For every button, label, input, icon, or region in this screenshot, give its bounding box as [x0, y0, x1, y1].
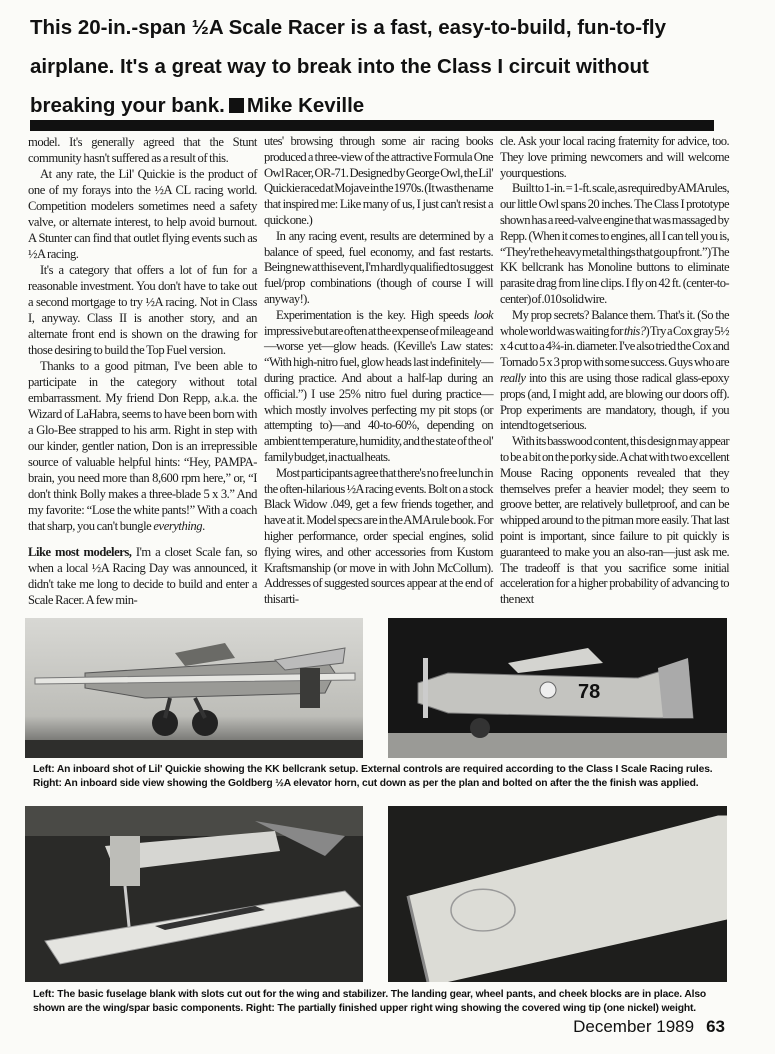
text-run: ) Try a Cox gray 5½ x 4 cut to a 4¾-in. diameter. I've also tried the Cox and Tornado 5 x 3 prop with some success. Guys who are — [500, 323, 729, 370]
paragraph: Built to 1-in. = 1-ft. scale, as required by AMA rules, our little Owl spans 20 inches. The Class I prototype shown has a reed-valve engine that was massaged by Repp. (When it comes to engines, all I can tell you is, “They're the heavy metal things that go up front.”) The KK bellcrank has Monoline buttons to eliminate parasite drag from line clips. I fly on 42 ft. (center-to-center) of .010 solid wire. — [500, 181, 729, 306]
text-run: Experimentation is the key. High speeds — [276, 307, 474, 322]
issue-date: December 1989 — [573, 1017, 695, 1036]
paragraph: In any racing event, results are determined by a balance of speed, fuel economy, and fast restarts. Being new at this event, I'm hardly qualified to suggest fuel/prop combinations (though of course I will anyway!). — [264, 228, 493, 306]
paragraph: It's a category that offers a lot of fun for a reasonable investment. You don't have to take out a second mortgage to try ½A racing. Not in Class I, anyway. Class II is another story, and an alternate front end is shown on the drawing for those desiring to build the Top Fuel version. — [28, 263, 257, 357]
article-column-2 — [264, 134, 493, 608]
caption-top-photos — [33, 763, 733, 790]
headline — [30, 8, 745, 125]
caption-line: Left: An inboard shot of Lil' Quickie showing the KK bellcrank setup. External controls are required according to the Class I Scale Racing rules. — [33, 764, 713, 775]
text-run: . — [202, 519, 205, 533]
text-run: Thanks to a good pitman, I've been able to participate in the category without total embarrassment. My friend Don Repp, a.k.a. the Wizard of LaHabra, seems to have been born with a Glo-Bee strapped to his arm. Right in step with our kinder, gentler nation, Don is an irrepressible source of valuable helpful hints: “Hey, PAMPA-brain, you need more than 8,600 rpm here,” or, “I don't think Bolly makes a three-blade 5 x 3.” And my favorite: “Lose the white pants!” With a coach that sharp, you can't bungle — [28, 359, 257, 533]
paragraph: cle. Ask your local racing fraternity for advice, too. They love priming newcomers and will welcome your questions. — [500, 134, 729, 180]
airplane-photo-image — [25, 618, 363, 758]
square-bullet-icon — [229, 98, 244, 113]
photo-wing-tip — [388, 806, 727, 982]
text-run: impressive but are often at the expense of mileage and—worse yet—glow heads. (Keville's Law states: “With high-nitro fuel, glow heads last indefinitely—during practice. And about a half-lap during an official.”) I use 25% nitro fuel during practice—which mostly involves perfecting my pit stops (or attempting to)—and 40-to-60%, depending on ambient temperature, humidity, and the state of the ol' family budget, in actual heats. — [264, 323, 493, 464]
caption-line: Left: The basic fuselage blank with slots cut out for the wing and stabilizer. The landing gear, wheel pants, and cheek blocks are in place. Also — [33, 989, 707, 1000]
caption-bottom-photos — [33, 988, 733, 1015]
headline-line: airplane. It's a great way to break into the Class I circuit without — [30, 55, 649, 78]
paragraph — [28, 544, 257, 608]
text-run: I'm a closet Scale fan, so when a local ½A Racing Day was announced, it didn't take me long to decide to build and enter a Scale Racer. A few min- — [28, 545, 257, 607]
italic-text: everything — [153, 519, 203, 533]
photo-inboard-side-view — [388, 618, 727, 758]
paragraph: Most participants agree that there's no free lunch in the often-hilarious ½A racing events. Bolt on a stock Black Widow .049, get a few friends together, and have at it. Model specs are in the AMA rule book. For higher performance, order special engines, solid flying wires, and other accessories from Kustom Kraftsmanship (or move in with John McCollum). Addresses of suggested sources appear at the end of this arti- — [264, 465, 493, 607]
header-rule — [30, 120, 714, 131]
paragraph: At any rate, the Lil' Quickie is the product of one of my forays into the ½A CL racing world. Competition modelers sometimes need a safety valve, or alternate interest, to help avoid burnout. A Stunter can find that outlet flying events such as ½A racing. — [28, 167, 257, 261]
paragraph: With its basswood content, this design may appear to be a bit on the porky side. A chat with two excellent Mouse Racing opponents revealed that they themselves prefer a heavier model; they seem to groove better, are relatively bulletproof, and can be whipped around to the pitman more easily. That last point is important, since failure to pit quickly is guaranteed to make you an also-ran—just ask me. The tradeoff is that you sacrifice some initial acceleration for a higher probability of advancing to the next — [500, 434, 729, 607]
caption-line: shown are the wing/spar basic components. Right: The partially finished upper right wing showing the covered wing tip (one nickel) weight. — [33, 1002, 696, 1014]
photo-inboard-bellcrank — [25, 618, 363, 758]
headline-line: This 20-in.-span ½A Scale Racer is a fast, easy-to-build, fun-to-fly — [30, 16, 667, 39]
wing-photo-image — [388, 806, 727, 982]
paragraph: model. It's generally agreed that the Stunt community hasn't suffered as a result of this. — [28, 135, 257, 165]
paragraph — [500, 308, 729, 434]
caption-line: Right: An inboard side view showing the Goldberg ½A elevator horn, cut down as per the plan and bolted on after the the finish was applied. — [33, 777, 699, 789]
photo-fuselage-blank — [25, 806, 363, 982]
paragraph — [28, 358, 257, 534]
paragraph — [264, 308, 493, 466]
italic-text: really — [500, 370, 526, 385]
article-column-1 — [28, 134, 257, 608]
text-run: My prop secrets? Balance them. That's it. (So the whole world was waiting for — [500, 307, 729, 338]
fuselage-photo-image — [25, 806, 363, 982]
author-byline: Mike Keville — [246, 94, 365, 117]
headline-line: breaking your bank. — [30, 94, 225, 117]
text-run: into this are using those radical glass-epoxy props (and, I might add, are blowing our doors off). Prop experiments are mandatory, though, if you intend to get serious. — [500, 370, 729, 433]
italic-text: this? — [623, 323, 646, 338]
article-column-3 — [500, 134, 729, 608]
page-footer — [573, 1017, 725, 1037]
lead-in: Like most modelers, — [28, 545, 132, 559]
airplane-photo-image — [388, 618, 727, 758]
race-number-decal: 78 — [578, 681, 601, 703]
paragraph: utes' browsing through some air racing books produced a three-view of the attractive Formula One Owl Racer, OR-71. Designed by George Owl, the Lil' Quickie raced at Mojave in the 1970s. (It was the name that inspired me: Like many of us, I just can't resist a quick one.) — [264, 134, 493, 227]
page-number: 63 — [706, 1017, 725, 1036]
italic-text: look — [473, 307, 493, 322]
